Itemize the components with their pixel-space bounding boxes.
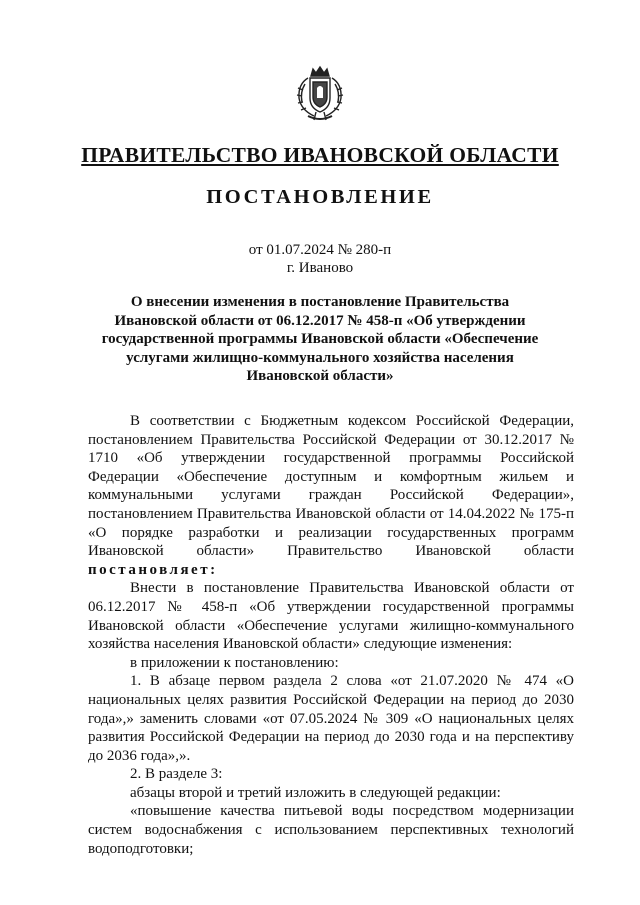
date-number: от 01.07.2024 № 280-п: [248, 242, 392, 258]
paragraph-2: Внести в постановление Правительства Ивановской области от 06.12.2017 № 458-п «Об утверждении государственной программы Ивановской области «Обеспечение услугами жилищно-коммунального хозяйства населения Ивановской области» следующие изменения:: [88, 580, 574, 653]
decree-word: постановляет:: [88, 561, 218, 578]
city: г. Иваново: [286, 260, 354, 276]
paragraph-5: 2. В разделе 3:: [130, 766, 223, 783]
government-title: ПРАВИТЕЛЬСТВО ИВАНОВСКОЙ ОБЛАСТИ: [81, 143, 559, 167]
ivanovo-coat-of-arms-icon: [292, 62, 348, 124]
document-type: ПОСТАНОВЛЕНИЕ: [206, 186, 434, 208]
paragraph-7: «повышение качества питьевой воды посредством модернизации систем водоснабжения с использованием перспективных технологий водоподготовки;: [88, 803, 574, 857]
document-meta: [60, 241, 580, 277]
paragraph-6: абзацы второй и третий изложить в следующей редакции:: [130, 784, 501, 801]
paragraph-1-text: В соответствии с Бюджетным кодексом Российской Федерации, постановлением Правительства Российской Федерации от 30.12.2017 № 1710 «Об утверждении государственной программы Российской Федерации «Обеспечение доступным и комфортным жильем и коммунальными услугами граждан Российской Федерации», постановлением Правительства Ивановской области от 14.04.2022 № 175-п «О порядке разработки и реализации государственных программ Ивановской области» Правительство Ивановской области: [88, 413, 574, 560]
paragraph-4: 1. В абзаце первом раздела 2 слова «от 21.07.2020 № 474 «О национальных целях развития Российской Федерации на период до 2030 года»,» заменить словами «от 07.05.2024 № 309 «О национальных целях развития Российской Федерации на период до 2030 года и на перспективу до 2036 года»,».: [88, 673, 574, 764]
paragraph-1: [88, 412, 574, 579]
paragraph-3: в приложении к постановлению:: [130, 654, 339, 671]
document-body: [88, 412, 574, 858]
document-subject: О внесении изменения в постановление Правительства Ивановской области от 06.12.2017 № 458-п «Об утверждении государственной программы Ивановской области «Обеспечение услугами жилищно-коммунального хозяйства населения Ивановской области»: [101, 294, 539, 384]
